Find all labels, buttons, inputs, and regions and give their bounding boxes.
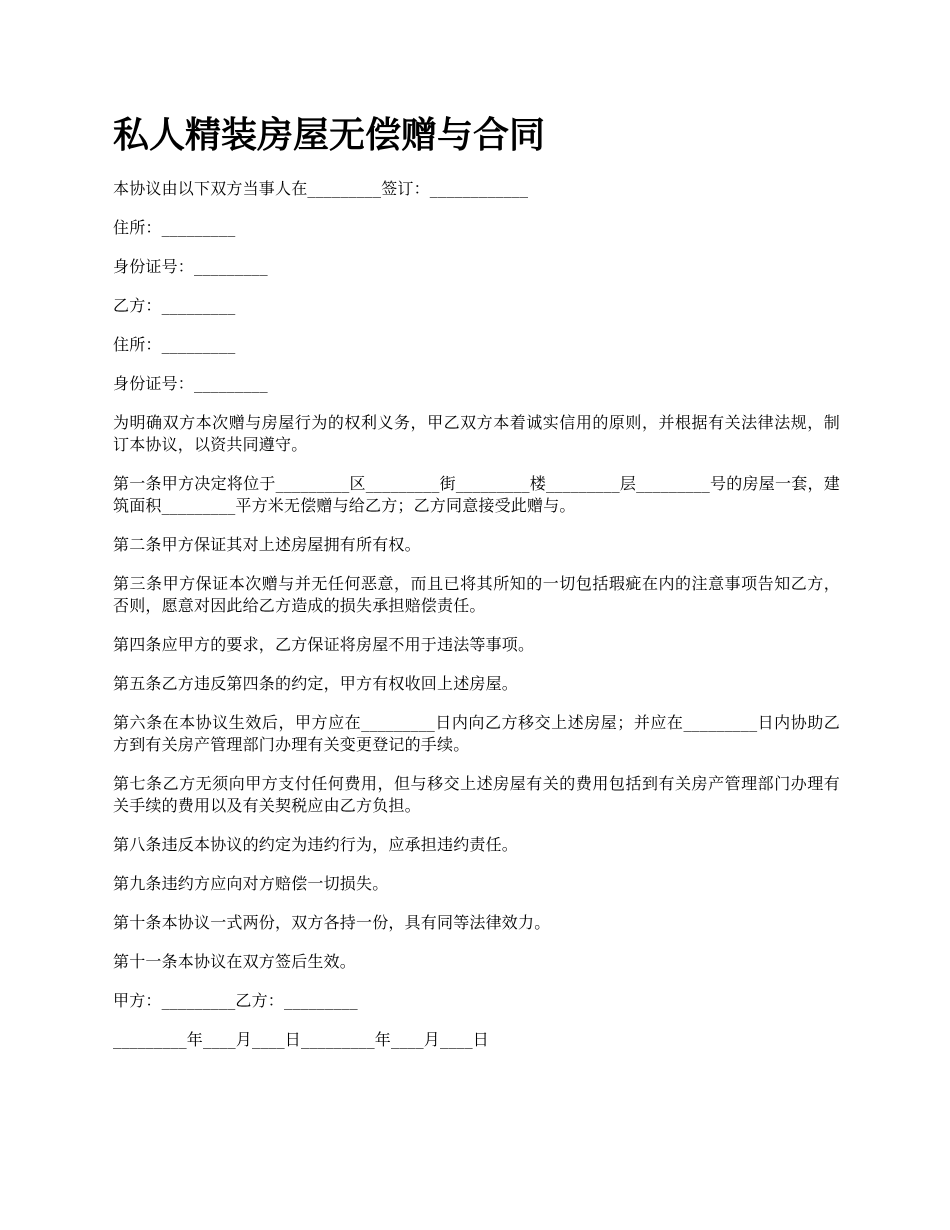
article-9: 第九条违约方应向对方赔偿一切损失。 xyxy=(113,874,389,893)
article-10: 第十条本协议一式两份，双方各持一份，具有同等法律效力。 xyxy=(113,913,551,932)
article-6: 第六条在本协议生效后，甲方应在_________日内向乙方移交上述房屋；并应在_________日内协助乙方到有关房产管理部门办理有关变更登记的手续。 xyxy=(113,713,840,754)
document-page xyxy=(113,112,840,1068)
article-11: 第十一条本协议在双方签后生效。 xyxy=(113,952,357,971)
article-7: 第七条乙方无须向甲方支付任何费用，但与移交上述房屋有关的费用包括到有关房产管理部门办理有关手续的费用以及有关契税应由乙方负担。 xyxy=(113,774,840,815)
article-2: 第二条甲方保证其对上述房屋拥有所有权。 xyxy=(113,535,421,554)
signature-line: 甲方：_________乙方：_________ xyxy=(113,991,358,1010)
party-a-address: 住所：_________ xyxy=(113,218,236,237)
article-5: 第五条乙方违反第四条的约定，甲方有权收回上述房屋。 xyxy=(113,674,519,693)
party-a-id-number: 身份证号：_________ xyxy=(113,257,268,276)
date-line: _________年____月____日_________年____月____日 xyxy=(113,1030,489,1049)
party-b-id-number: 身份证号：_________ xyxy=(113,374,268,393)
document-title: 私人精装房屋无偿赠与合同 xyxy=(113,115,546,156)
article-3: 第三条甲方保证本次赠与并无任何恶意，而且已将其所知的一切包括瑕疵在内的注意事项告知乙方，否则，愿意对因此给乙方造成的损失承担赔偿责任。 xyxy=(113,574,840,615)
intro-parties-line: 本协议由以下双方当事人在_________签订：____________ xyxy=(113,179,529,198)
article-1: 第一条甲方决定将位于_________区_________街_________楼_________层_________号的房屋一套，建筑面积_________平方米无偿赠与给乙方；乙方同意接受此赠与。 xyxy=(113,474,840,515)
preamble-paragraph: 为明确双方本次赠与房屋行为的权利义务，甲乙双方本着诚实信用的原则，并根据有关法律法规，制订本协议，以资共同遵守。 xyxy=(113,413,840,454)
party-b-address: 住所：_________ xyxy=(113,335,236,354)
party-b-name: 乙方：_________ xyxy=(113,296,236,315)
article-8: 第八条违反本协议的约定为违约行为，应承担违约责任。 xyxy=(113,835,519,854)
article-4: 第四条应甲方的要求，乙方保证将房屋不用于违法等事项。 xyxy=(113,635,535,654)
